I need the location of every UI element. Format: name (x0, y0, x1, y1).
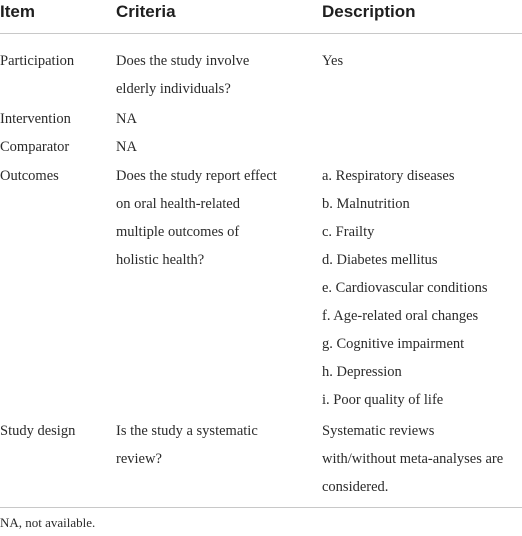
row-outcomes-item: Outcomes (0, 168, 59, 184)
row-intervention-criteria: NA (116, 111, 137, 127)
row-study-design-criteria-line-1: Is the study a systematic (116, 423, 258, 439)
row-study-design-item: Study design (0, 423, 76, 439)
row-study-design-description-line-2: with/without meta-analyses are (322, 451, 504, 467)
row-comparator-item: Comparator (0, 139, 70, 155)
row-study-design-description-line-3: considered. (322, 479, 389, 495)
row-outcomes-criteria-line-1: Does the study report effect (116, 168, 277, 184)
outcome-item-b: b. Malnutrition (322, 196, 410, 212)
row-participation-criteria-line-1: Does the study involve (116, 53, 250, 69)
row-outcomes-criteria-line-2: on oral health-related (116, 196, 240, 212)
outcome-item-e: e. Cardiovascular conditions (322, 280, 488, 296)
header-divider (0, 33, 522, 34)
outcome-item-h: h. Depression (322, 364, 402, 380)
row-outcomes-criteria-line-3: multiple outcomes of (116, 224, 240, 240)
row-study-design-description-line-1: Systematic reviews (322, 423, 435, 439)
outcome-item-g: g. Cognitive impairment (322, 336, 465, 352)
outcome-item-d: d. Diabetes mellitus (322, 252, 438, 268)
row-study-design-criteria-line-2: review? (116, 451, 162, 467)
row-participation-criteria-line-2: elderly individuals? (116, 81, 231, 97)
row-participation-description: Yes (322, 53, 344, 69)
header-description: Description (322, 2, 416, 21)
table-header-row (0, 0, 522, 32)
outcomes-list (322, 162, 488, 414)
row-comparator-criteria: NA (116, 139, 137, 155)
table-bottom-divider (0, 507, 522, 508)
outcome-item-f: f. Age-related oral changes (322, 308, 479, 324)
outcome-item-c: c. Frailty (322, 224, 375, 240)
outcome-item-i: i. Poor quality of life (322, 392, 444, 408)
row-participation-item: Participation (0, 53, 75, 69)
header-criteria: Criteria (116, 2, 176, 21)
outcome-item-a: a. Respiratory diseases (322, 168, 455, 184)
header-item: Item (0, 2, 35, 21)
row-intervention-item: Intervention (0, 111, 71, 127)
table-footnote: NA, not available. (0, 515, 96, 530)
row-outcomes-criteria-line-4: holistic health? (116, 252, 205, 268)
